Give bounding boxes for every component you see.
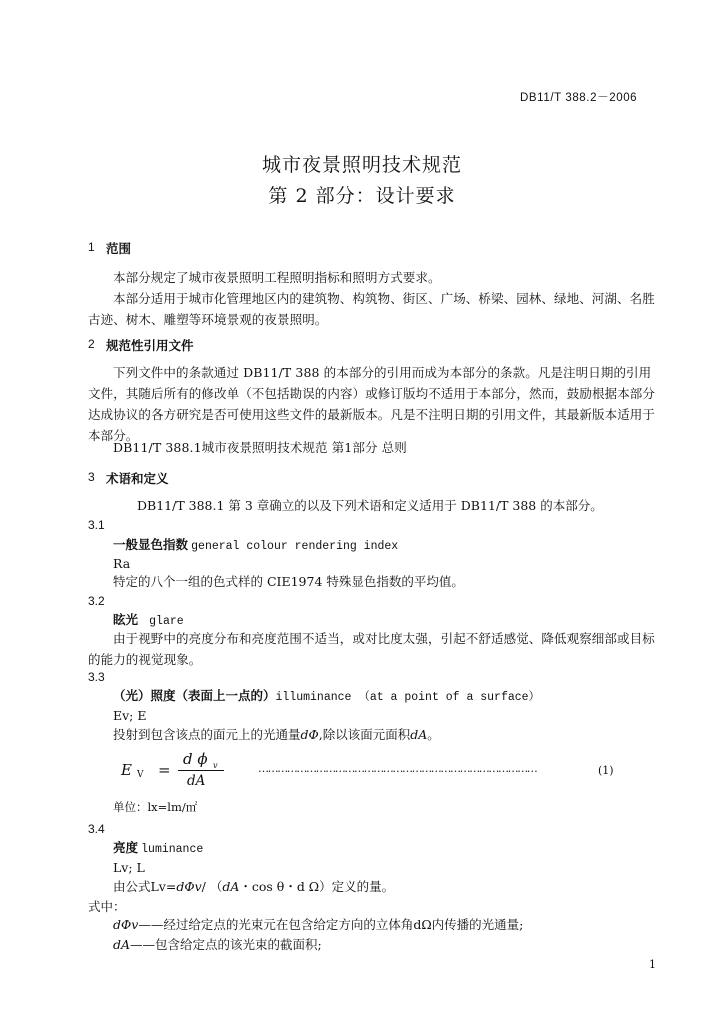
paragraph: 下列文件中的条款通过 DB11/T 388 的本部分的引用而成为本部分的条款。凡是注明日期的引用文件，其随后所有的修改单（不包括勘误的内容）或修订版均不适用于本部分，然而，鼓励根据本部分达成协议的各方研究是否可使用这些文件的最新版本。凡是不注明日期的引用文件，其最新版本适用于本部分。 (88, 365, 656, 443)
where-label: 式中： (88, 899, 126, 914)
clause-number: 3.4 (88, 822, 105, 836)
formula-text: ・cos θ・d Ω）定义的量。 (239, 879, 395, 894)
term-en: luminance (141, 843, 204, 856)
term-en: glare (149, 615, 184, 628)
term-definition: 特定的八个一组的色式样的 CIE1974 特殊显色指数的平均值。 (113, 574, 464, 589)
term-cn: （光）照度（表面上一点的） (113, 689, 276, 703)
eq-lhs-sub: V (137, 770, 144, 780)
var-dphi: dΦ (300, 727, 319, 742)
var-dphiv: dΦv (176, 879, 202, 894)
section-heading: 术语和定义 (106, 472, 169, 486)
var-da: dA (222, 879, 240, 894)
eq-numerator: d ϕ (183, 750, 208, 768)
term-cn: 眩光 (113, 613, 139, 627)
term-en: general colour rendering index (191, 540, 399, 553)
clause-number: 3.2 (88, 594, 105, 608)
clause-number: 3.3 (88, 670, 105, 684)
eq-label: (1) (598, 764, 614, 777)
paragraph: 本部分规定了城市夜景照明工程照明指标和照明方式要求。 (113, 270, 441, 285)
standard-code: DB11/T 388.2－2006 (520, 92, 638, 104)
section-number: 1 (88, 240, 95, 254)
eq-leader-dots: …………………………………………………………………………… (258, 762, 537, 775)
paragraph: 本部分适用于城市化管理地区内的建筑物、构筑物、街区、广场、桥梁、园林、绿地、河湖、名胜古迹、树木、雕塑等环境景观的夜景照明。 (88, 291, 655, 327)
formula-text: / （ (201, 879, 223, 894)
term-line (113, 535, 398, 557)
term-symbol: Lv; L (113, 860, 145, 875)
clause-number: 3.1 (88, 518, 105, 532)
where-var: dA (113, 937, 131, 952)
eq-lhs: E (121, 761, 132, 779)
term-cn: 亮度 (113, 841, 139, 855)
def-text: 投射到包含该点的面元上的光通量 (113, 727, 301, 742)
where-text: ——包含给定点的该光束的截面积; (130, 937, 322, 952)
section-heading: 范围 (106, 242, 132, 256)
where-var: dΦv (113, 917, 139, 932)
term-definition (113, 876, 394, 897)
where-item (113, 934, 322, 955)
section-heading: 规范性引用文件 (106, 339, 194, 353)
term-line (113, 686, 540, 708)
def-text: 。 (427, 727, 440, 742)
page-title: 城市夜景照明技术规范 (261, 154, 462, 176)
reference: DB11/T 388.1城市夜景照明技术规范 第1部分 总则 (113, 440, 407, 455)
term-cn: 一般显色指数 (113, 538, 189, 552)
unit-line: 单位：lx=lm/㎡ (113, 800, 198, 814)
eq-numerator-sub: v (213, 761, 218, 770)
term-symbol: Ev; E (113, 708, 147, 723)
fraction-bar (178, 770, 224, 771)
term-definition: 由于视野中的亮度分布和亮度范围不适当，或对比度太强，引起不舒适感觉、降低观察细部或目标的能力的视觉现象。 (88, 631, 655, 667)
section-number: 2 (88, 337, 95, 351)
term-symbol: Ra (113, 556, 131, 571)
where-text: ——经过给定点的光束元在包含给定方向的立体角dΩ内传播的光通量; (138, 917, 524, 932)
var-da: dA (410, 727, 428, 742)
section-number: 3 (88, 470, 95, 484)
eq-denominator: dA (187, 773, 206, 789)
eq-equals: = (158, 761, 171, 779)
def-text: ,除以该面元面积 (318, 727, 411, 742)
term-definition (113, 724, 440, 745)
page-number: 1 (649, 958, 656, 971)
where-item (113, 914, 523, 935)
page-subtitle: 第 2 部分：设计要求 (268, 185, 456, 207)
term-en: illuminance （at a point of a surface） (275, 691, 541, 704)
paragraph: DB11/T 388.1 第 3 章确立的以及下列术语和定义适用于 DB11/T 388 的本部分。 (137, 498, 603, 513)
formula-text: 由公式Lv= (113, 879, 177, 894)
